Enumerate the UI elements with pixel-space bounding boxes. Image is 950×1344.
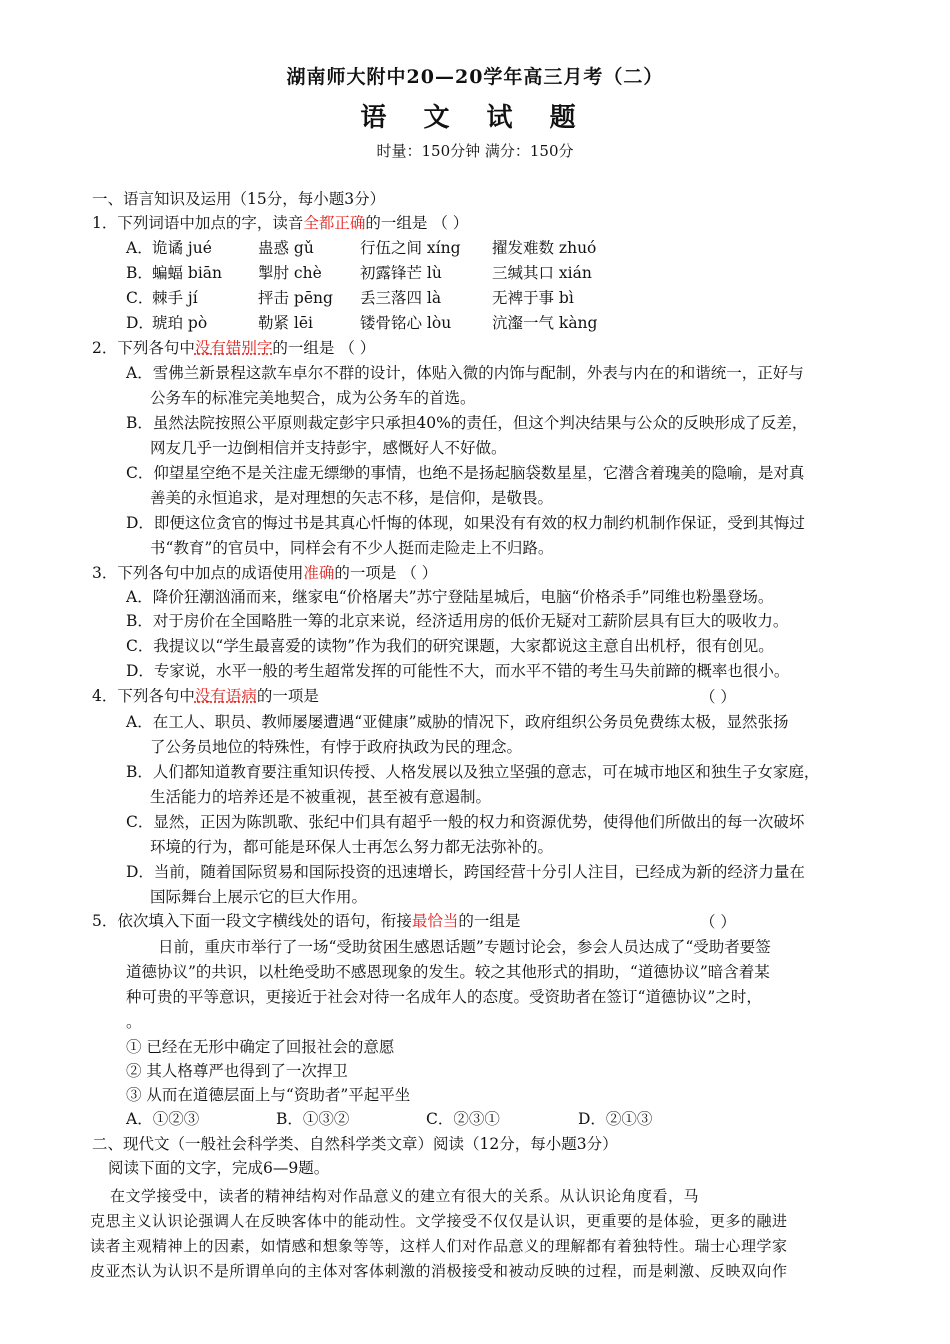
q4-line: 环境的行为，都可能是环保人士再怎么努力都无法弥补的。 xyxy=(150,838,554,856)
q3-line: A．降价狂潮汹涌而来，继家电“价格屠夫”苏宁登陆星城后，电脑“价格杀手”同维也粉墨登场。 xyxy=(126,588,774,606)
q1-word: 丢三落四 là xyxy=(360,289,442,307)
q1-word: 行伍之间 xíng xyxy=(360,239,461,257)
q2-line: B．虽然法院按照公平原则裁定彭宇只承担40%的责任，但这个判决结果与公众的反映形成了反差， xyxy=(126,414,808,432)
section2-heading: 二、现代文（一般社会科学类、自然科学类文章）阅读（12分，每小题3分） xyxy=(92,1135,618,1153)
q3-stem-pre: 3．下列各句中加点的成语使用 xyxy=(92,564,304,582)
q4-stem-highlight: 没有语病 xyxy=(194,687,257,705)
passage-line: 在文学接受中，读者的精神结构对作品意义的建立有很大的关系。从认识论角度看，马 xyxy=(110,1187,700,1205)
q1-word: 琥珀 pò xyxy=(152,314,208,332)
q3-line: C．我提议以“学生最喜爱的读物”作为我们的研究课题，大家都说这主意自出机杼，很有创见。 xyxy=(126,637,774,655)
q1-stem-highlight: 全都正确 xyxy=(303,214,366,232)
q1-word: 擢发难数 zhuó xyxy=(492,239,597,257)
q5-stem-pre: 5．依次填入下面一段文字横线处的语句，衔接 xyxy=(92,912,412,930)
q1-option-label: C． xyxy=(126,289,154,307)
q1-option-label: B． xyxy=(126,264,153,282)
exam-title: 湖南师大附中20—20学年高三月考（二） xyxy=(286,66,664,88)
q5-passage-line: 日前，重庆市举行了一场“受助贫困生感恩话题”专题讨论会，参会人员达成了“受助者要签 xyxy=(158,938,771,956)
q1-word: 诡谲 jué xyxy=(152,239,212,257)
q2-line: D．即便这位贪官的悔过书是其真心忏悔的体现，如果没有有效的权力制约机制作保证，受到其悔过 xyxy=(126,514,805,532)
q1-stem xyxy=(92,212,468,234)
q5-stem-post: 的一组是 xyxy=(458,912,521,930)
q1-word: 勒紧 lēi xyxy=(258,314,314,332)
section1-heading: 一、语言知识及运用（15分，每小题3分） xyxy=(92,190,386,208)
exam-info: 时量：150分钟 满分：150分 xyxy=(376,142,574,160)
q5-blank-line: 。 xyxy=(126,1013,142,1031)
q4-answer-paren: （ ） xyxy=(700,688,736,706)
q1-word: 沆瀣一气 kàng xyxy=(492,314,598,332)
passage-line: 读者主观精神上的因素，如情感和想象等等，这样人们对作品意义的理解都有着独特性。瑞士心理学家 xyxy=(90,1237,788,1255)
q4-line: A．在工人、职员、教师屡屡遭遇“亚健康”威胁的情况下，政府组织公务员免费练太极，显然张扬 xyxy=(126,713,789,731)
q5-option: B．①③② xyxy=(276,1110,350,1128)
q3-line: D．专家说，水平一般的考生超常发挥的可能性不大，而水平不错的考生马失前蹄的概率也很小。 xyxy=(126,662,790,680)
section2-instruction: 阅读下面的文字，完成6—9题。 xyxy=(108,1159,330,1177)
q2-stem-post: 的一组是 （ ） xyxy=(272,339,376,357)
q3-stem xyxy=(92,562,437,584)
q5-choice: ② 其人格尊严也得到了一次捍卫 xyxy=(126,1062,348,1080)
q1-option-label: A． xyxy=(126,239,153,257)
q2-line: 公务车的标准完美地契合，成为公务车的首选。 xyxy=(150,389,476,407)
q5-answer-paren: （ ） xyxy=(700,913,736,931)
q5-option: A．①②③ xyxy=(126,1110,200,1128)
subject-title: 语 文 试 题 xyxy=(360,103,590,133)
q2-line: A．雪佛兰新景程这款车卓尔不群的设计，体贴入微的内饰与配制，外表与内在的和谐统一，正好与 xyxy=(126,364,804,382)
q4-line: B．人们都知道教育要注重知识传授、人格发展以及独立坚强的意志，可在城市地区和独生子女家庭， xyxy=(126,763,820,781)
q4-stem-post: 的一项是 xyxy=(256,687,319,705)
q5-passage-line: 道德协议”的共识，以杜绝受助不感恩现象的发生。较之其他形式的捐助，“道德协议”暗含着某 xyxy=(126,963,770,981)
q5-passage-line: 种可贵的平等意识，更接近于社会对待一名成年人的态度。受资助者在签订“道德协议”之时， xyxy=(126,988,762,1006)
q5-option: D．②①③ xyxy=(578,1110,653,1128)
q1-stem-pre: 1．下列词语中加点的字，读音 xyxy=(92,214,304,232)
q1-word: 无裨于事 bì xyxy=(492,289,574,307)
q1-word: 镂骨铭心 lòu xyxy=(360,314,452,332)
q4-stem-pre: 4．下列各句中 xyxy=(92,687,195,705)
q4-line: 国际舞台上展示它的巨大作用。 xyxy=(150,888,368,906)
q2-line: 书“教育”的官员中，同样会有不少人挺而走险走上不归路。 xyxy=(150,539,554,557)
q4-line: 了公务员地位的特殊性，有悖于政府执政为民的理念。 xyxy=(150,738,523,756)
q1-option-label: D． xyxy=(126,314,154,332)
q1-word: 蝙蝠 biān xyxy=(152,264,223,282)
q5-choice: ① 已经在无形中确定了回报社会的意愿 xyxy=(126,1038,395,1056)
q4-line: 生活能力的培养还是不被重视，甚至被有意遏制。 xyxy=(150,788,492,806)
q5-stem-highlight: 最恰当 xyxy=(411,912,459,930)
q2-line: 网友几乎一边倒相信并支持彭宇，感慨好人不好做。 xyxy=(150,439,507,457)
q2-line: C．仰望星空绝不是关注虚无缥缈的事情，也绝不是扬起脑袋数星星，它潜含着瑰美的隐喻，是对真 xyxy=(126,464,805,482)
q4-line: D．当前，随着国际贸易和国际投资的迅速增长，跨国经营十分引人注目，已经成为新的经济力量在 xyxy=(126,863,805,881)
q2-stem xyxy=(92,337,375,359)
q1-word: 抨击 pēng xyxy=(258,289,333,307)
passage-line: 克思主义认识论强调人在反映客体中的能动性。文学接受不仅仅是认识，更重要的是体验，更多的融进 xyxy=(90,1212,788,1230)
q2-stem-highlight: 没有错别字 xyxy=(194,339,273,357)
q4-line: C．显然，正因为陈凯歌、张纪中们具有超乎一般的权力和资源优势，使得他们所做出的每一次破坏 xyxy=(126,813,805,831)
q1-word: 棘手 jí xyxy=(152,289,198,307)
q1-word: 初露锋芒 lù xyxy=(360,264,442,282)
q3-stem-highlight: 准确 xyxy=(303,564,335,582)
q4-stem xyxy=(92,685,319,707)
q2-stem-pre: 2．下列各句中 xyxy=(92,339,195,357)
q1-word: 三缄其口 xián xyxy=(492,264,592,282)
q5-choice: ③ 从而在道德层面上与“资助者”平起平坐 xyxy=(126,1086,411,1104)
q1-stem-post: 的一组是 （ ） xyxy=(365,214,469,232)
q1-word: 掣肘 chè xyxy=(258,264,322,282)
q3-stem-post: 的一项是 （ ） xyxy=(334,564,438,582)
passage-line: 皮亚杰认为认识不是所谓单向的主体对客体刺激的消极接受和被动反映的过程，而是刺激、反映双向作 xyxy=(90,1262,788,1280)
q5-option: C．②③① xyxy=(426,1110,500,1128)
q2-line: 善美的永恒追求，是对理想的矢志不移，是信仰，是敬畏。 xyxy=(150,489,554,507)
q1-word: 蛊惑 gǔ xyxy=(258,239,314,257)
q3-line: B．对于房价在全国略胜一筹的北京来说，经济适用房的低价无疑对工薪阶层具有巨大的吸收力。 xyxy=(126,612,789,630)
q5-stem xyxy=(92,910,520,932)
